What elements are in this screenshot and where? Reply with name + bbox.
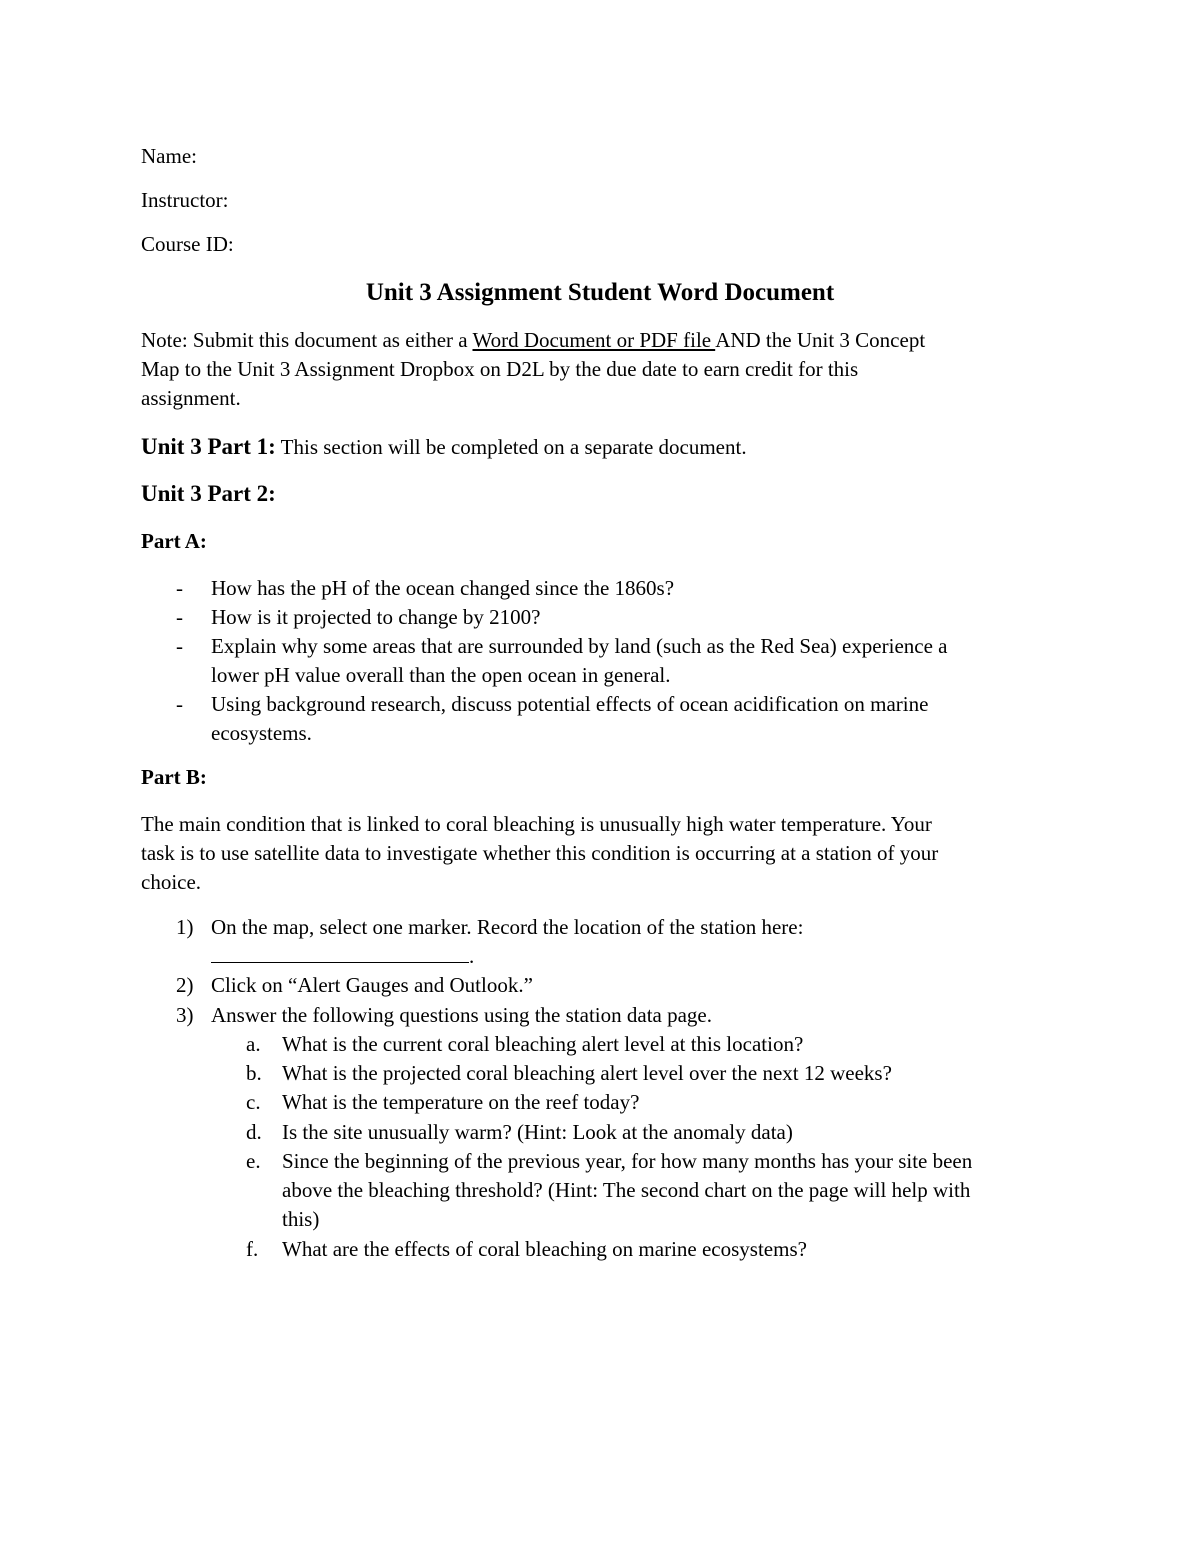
subq-c-text: What is the temperature on the reef today? — [282, 1090, 640, 1114]
step-2-text: Click on “Alert Gauges and Outlook.” — [211, 973, 533, 997]
partA-item-3-line-1: Explain why some areas that are surrounded by land (such as the Red Sea) experience a — [211, 634, 948, 658]
partA-item-4-line-1: Using background research, discuss potential effects of ocean acidification on marine — [211, 692, 929, 716]
partA-item-4-line-2: ecosystems. — [211, 721, 312, 745]
part1-text: This section will be completed on a separate document. — [275, 435, 747, 459]
bullet-dash: - — [176, 692, 183, 716]
step-3-marker: 3) — [176, 1003, 194, 1027]
partA-item-2-line-1: How is it projected to change by 2100? — [211, 605, 541, 629]
document-title: Unit 3 Assignment Student Word Document — [365, 279, 835, 306]
name-label: Name: — [141, 144, 197, 168]
station-location-field[interactable] — [211, 942, 474, 971]
bullet-dash: - — [176, 576, 183, 600]
part1-line — [141, 432, 747, 462]
step-3-text: Answer the following questions using the station data page. — [211, 1003, 712, 1027]
blank-suffix: . — [469, 944, 475, 968]
subq-a-marker: a. — [246, 1032, 261, 1056]
course-id-label: Course ID: — [141, 232, 234, 256]
partB-intro-line-1: The main condition that is linked to coral bleaching is unusually high water temperature. Your — [141, 812, 932, 836]
partA-heading: Part A: — [141, 529, 207, 553]
subq-d-text: Is the site unusually warm? (Hint: Look at the anomaly data) — [282, 1120, 793, 1144]
note-line-3: assignment. — [141, 386, 241, 410]
note-prefix: Note: Submit this document as either a — [141, 328, 473, 352]
step-1-text: On the map, select one marker. Record the location of the station here: — [211, 915, 804, 939]
bullet-dash: - — [176, 634, 183, 658]
subq-b-marker: b. — [246, 1061, 262, 1085]
part2-heading: Unit 3 Part 2: — [141, 481, 276, 506]
partA-item-3-line-2: lower pH value overall than the open ocean in general. — [211, 663, 671, 687]
subq-f-text: What are the effects of coral bleaching on marine ecosystems? — [282, 1237, 807, 1261]
partB-intro-line-3: choice. — [141, 870, 202, 894]
partA-item-1-line-1: How has the pH of the ocean changed since the 1860s? — [211, 576, 675, 600]
instructor-label: Instructor: — [141, 188, 229, 212]
subq-a-text: What is the current coral bleaching alert level at this location? — [282, 1032, 804, 1056]
step-1-marker: 1) — [176, 915, 194, 939]
station-location-blank[interactable] — [211, 942, 469, 963]
subq-e-line-1: Since the beginning of the previous year, for how many months has your site been — [282, 1149, 973, 1173]
note-line-1 — [141, 326, 925, 355]
part1-heading: Unit 3 Part 1: — [141, 434, 276, 459]
partB-intro-line-2: task is to use satellite data to investigate whether this condition is occurring at a station of your — [141, 841, 939, 865]
subq-e-line-3: this) — [282, 1207, 320, 1231]
note-format-link: Word Document or PDF file — [472, 328, 716, 352]
note-line1-suffix: AND the Unit 3 Concept — [715, 328, 926, 352]
partB-heading: Part B: — [141, 765, 207, 789]
subq-e-marker: e. — [246, 1149, 261, 1173]
step-2-marker: 2) — [176, 973, 194, 997]
subq-e-line-2: above the bleaching threshold? (Hint: The second chart on the page will help with — [282, 1178, 971, 1202]
subq-b-text: What is the projected coral bleaching alert level over the next 12 weeks? — [282, 1061, 892, 1085]
subq-d-marker: d. — [246, 1120, 262, 1144]
note-line-2: Map to the Unit 3 Assignment Dropbox on D2L by the due date to earn credit for this — [141, 357, 859, 381]
subq-c-marker: c. — [246, 1090, 261, 1114]
bullet-dash: - — [176, 605, 183, 629]
subq-f-marker: f. — [246, 1237, 259, 1261]
